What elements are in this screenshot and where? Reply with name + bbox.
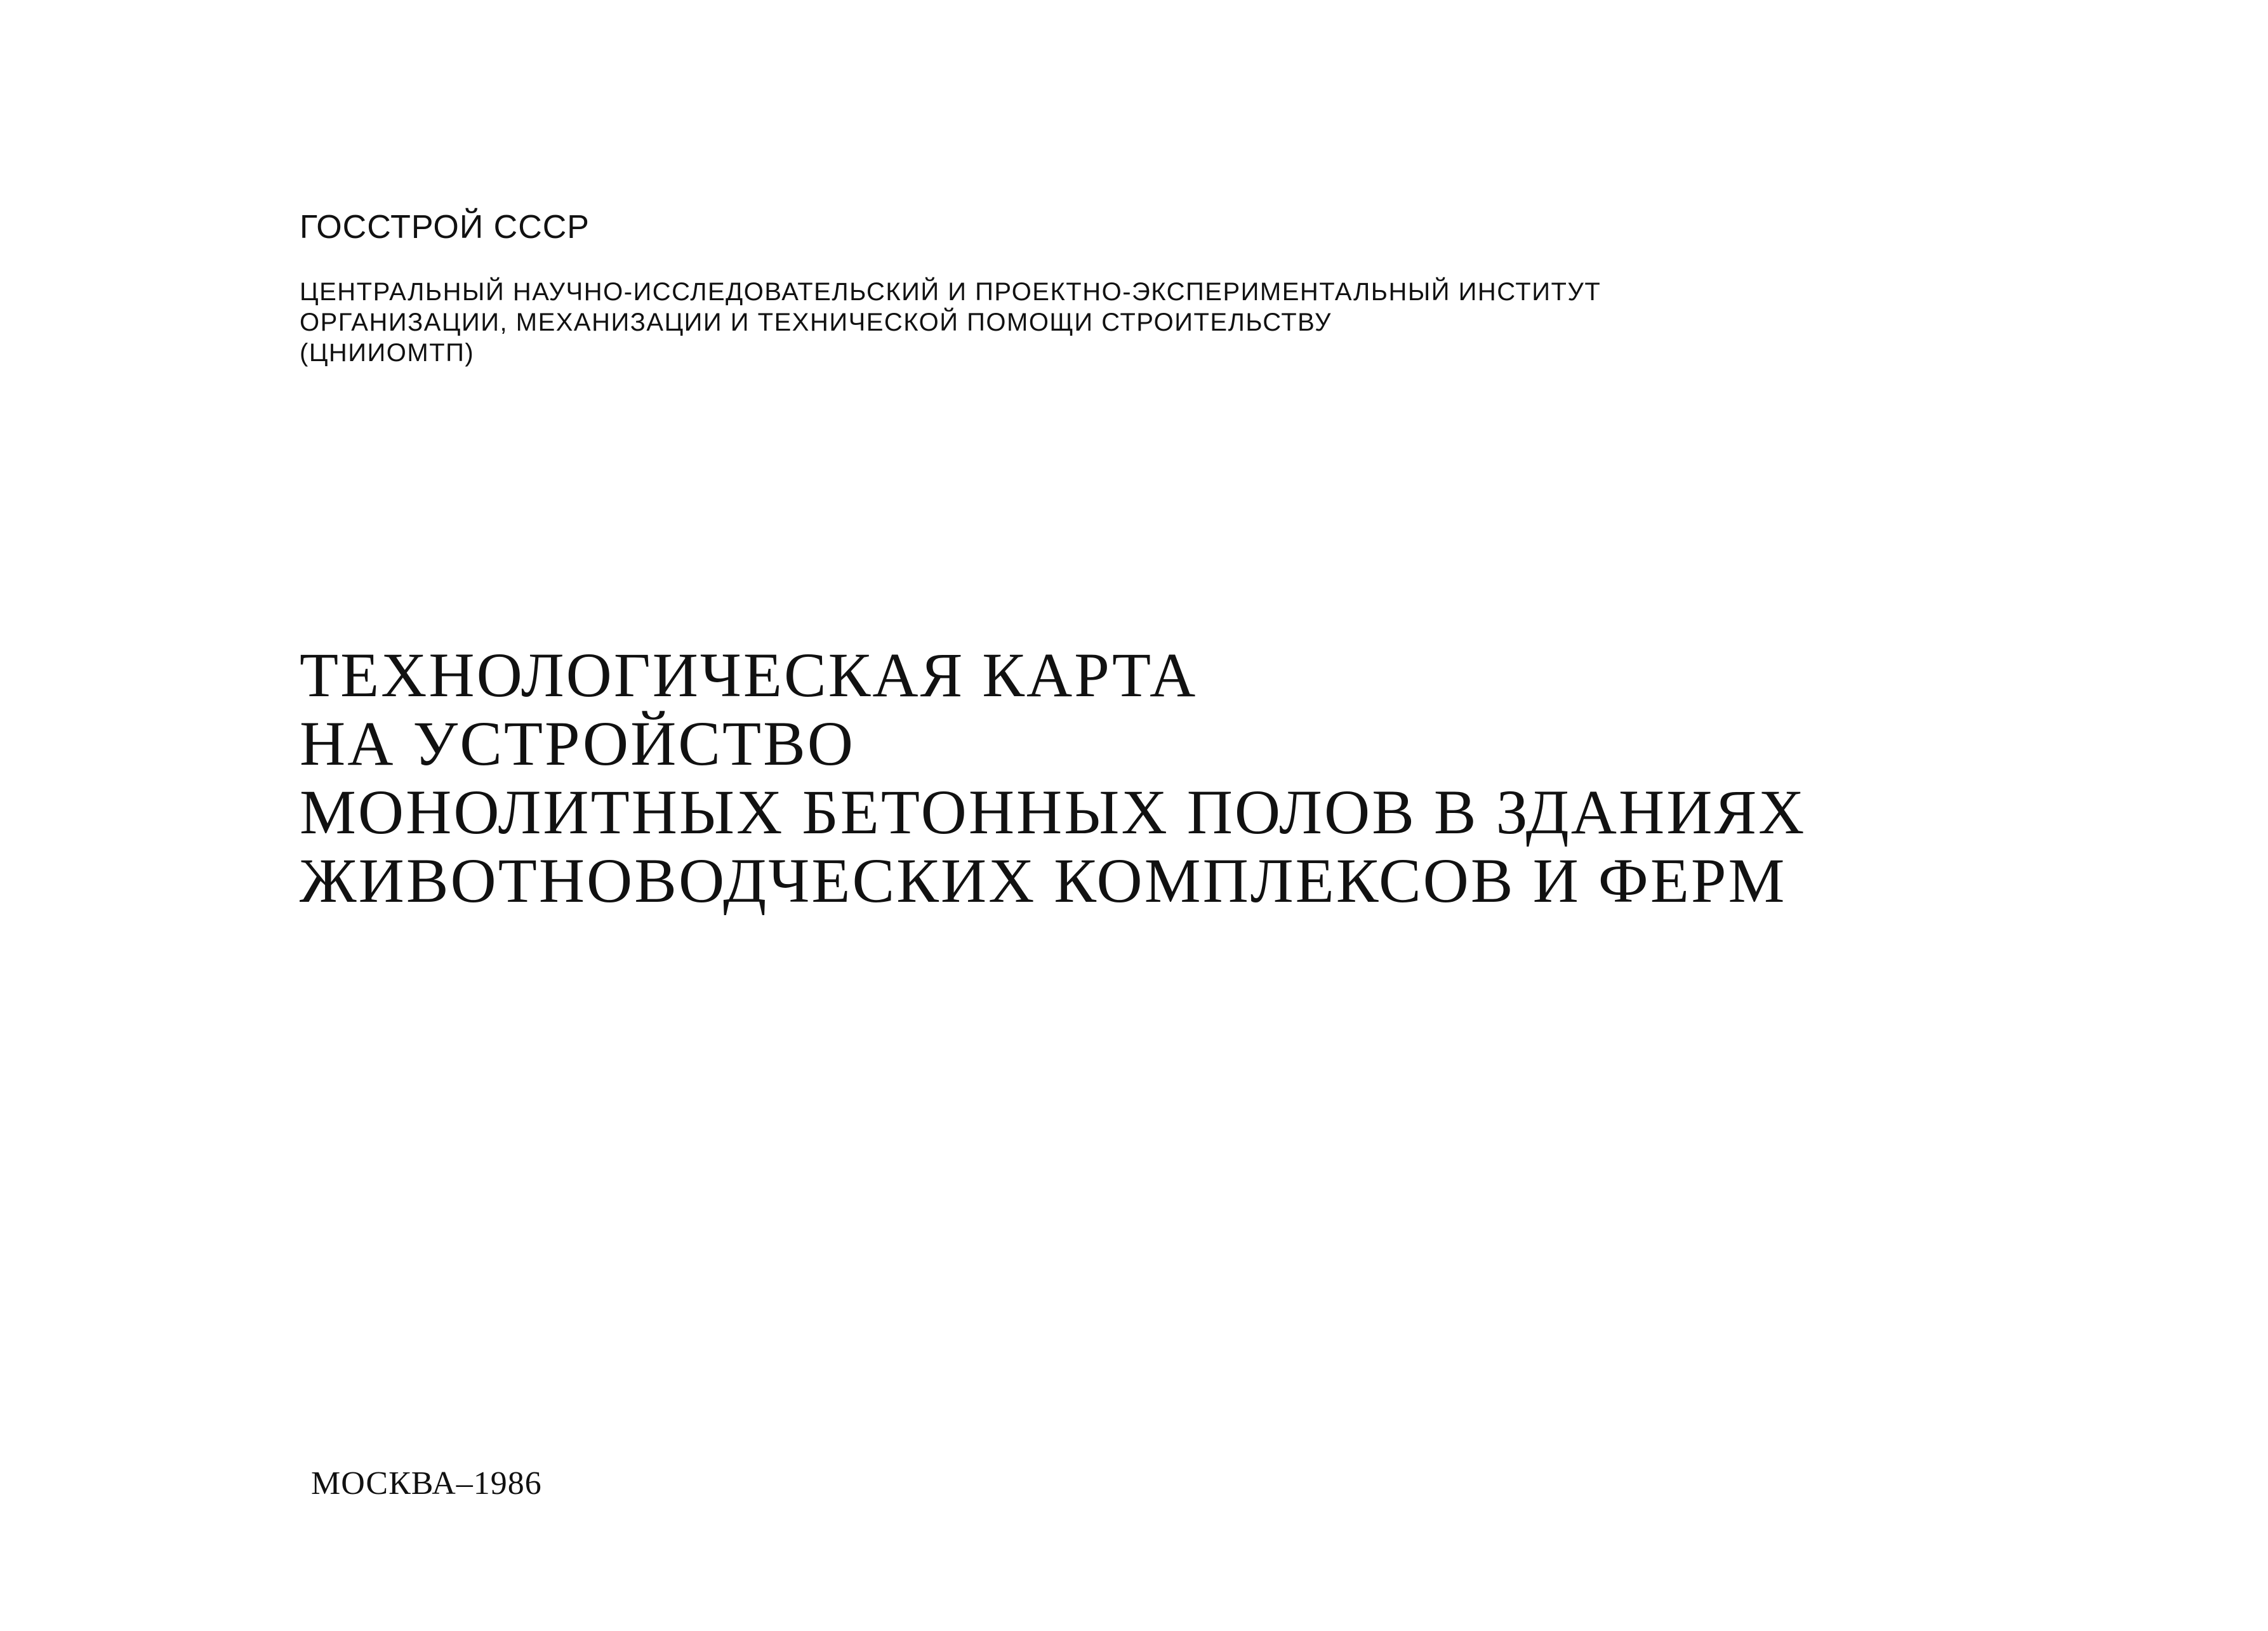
title-line-4: ЖИВОТНОВОДЧЕСКИХ КОМПЛЕКСОВ И ФЕРМ <box>300 845 1787 916</box>
institute-abbreviation: (ЦНИИОМТП) <box>300 339 475 367</box>
agency-name: ГОССТРОЙ СССР <box>300 209 590 246</box>
institute-line-1: ЦЕНТРАЛЬНЫЙ НАУЧНО-ИССЛЕДОВАТЕЛЬСКИЙ И ПРОЕКТНО-ЭКСПЕРИМЕНТАЛЬНЫЙ ИНСТИТУТ <box>300 278 1602 306</box>
title-line-1: ТЕХНОЛОГИЧЕСКАЯ КАРТА <box>300 640 1198 710</box>
institute-line-2: ОРГАНИЗАЦИИ, МЕХАНИЗАЦИИ И ТЕХНИЧЕСКОЙ ПОМОЩИ СТРОИТЕЛЬСТВУ <box>300 308 1332 336</box>
document-title <box>300 641 1806 915</box>
title-line-2: НА УСТРОЙСТВО <box>300 708 855 779</box>
publication-place-year: МОСКВА–1986 <box>311 1465 542 1502</box>
title-line-3: МОНОЛИТНЫХ БЕТОННЫХ ПОЛОВ В ЗДАНИЯХ <box>300 777 1807 847</box>
institute-name <box>300 277 1601 368</box>
